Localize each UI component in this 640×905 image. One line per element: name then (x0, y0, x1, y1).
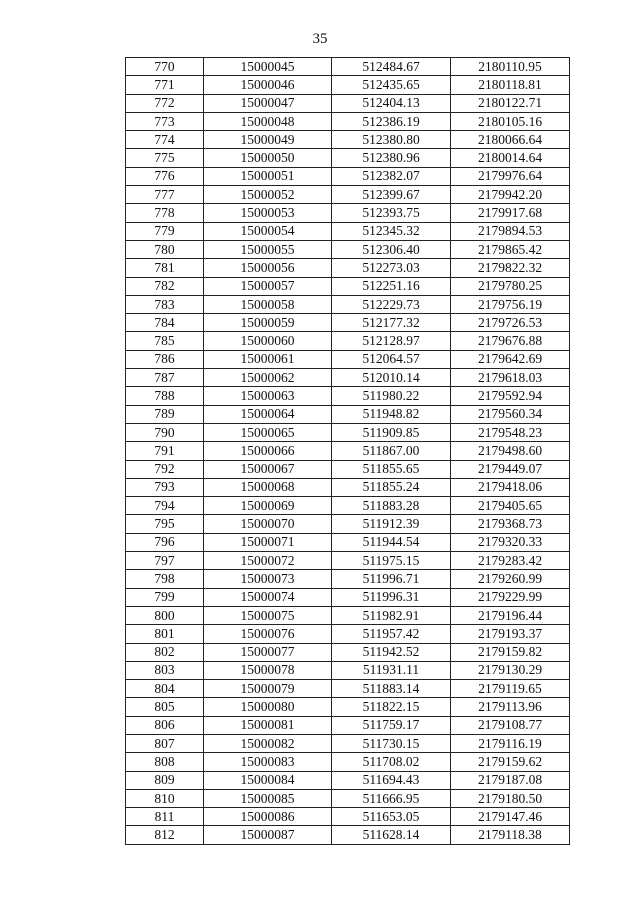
x-coordinate-cell: 511957.42 (332, 625, 451, 643)
point-id-cell: 15000082 (204, 734, 332, 752)
point-id-cell: 15000060 (204, 332, 332, 350)
y-coordinate-cell: 2179618.03 (451, 369, 570, 387)
x-coordinate-cell: 511855.65 (332, 460, 451, 478)
y-coordinate-cell: 2179560.34 (451, 405, 570, 423)
row-index-cell: 812 (126, 826, 204, 844)
point-id-cell: 15000080 (204, 698, 332, 716)
table-row (126, 387, 570, 405)
y-coordinate-cell: 2180066.64 (451, 131, 570, 149)
table-row (126, 204, 570, 222)
table-row (126, 826, 570, 844)
row-index-cell: 772 (126, 94, 204, 112)
point-id-cell: 15000058 (204, 295, 332, 313)
y-coordinate-cell: 2180122.71 (451, 94, 570, 112)
row-index-cell: 805 (126, 698, 204, 716)
table-body (126, 58, 570, 845)
row-index-cell: 779 (126, 222, 204, 240)
point-id-cell: 15000059 (204, 314, 332, 332)
y-coordinate-cell: 2179116.19 (451, 734, 570, 752)
table-row (126, 149, 570, 167)
y-coordinate-cell: 2179187.08 (451, 771, 570, 789)
y-coordinate-cell: 2179756.19 (451, 295, 570, 313)
y-coordinate-cell: 2179894.53 (451, 222, 570, 240)
row-index-cell: 799 (126, 588, 204, 606)
y-coordinate-cell: 2179180.50 (451, 789, 570, 807)
x-coordinate-cell: 511996.71 (332, 570, 451, 588)
point-id-cell: 15000062 (204, 369, 332, 387)
page-number: 35 (312, 31, 328, 47)
x-coordinate-cell: 511883.14 (332, 680, 451, 698)
row-index-cell: 780 (126, 240, 204, 258)
table-row (126, 58, 570, 76)
row-index-cell: 794 (126, 497, 204, 515)
x-coordinate-cell: 511628.14 (332, 826, 451, 844)
table-row (126, 808, 570, 826)
row-index-cell: 770 (126, 58, 204, 76)
row-index-cell: 806 (126, 716, 204, 734)
point-id-cell: 15000069 (204, 497, 332, 515)
table-row (126, 661, 570, 679)
point-id-cell: 15000057 (204, 277, 332, 295)
row-index-cell: 788 (126, 387, 204, 405)
y-coordinate-cell: 2180118.81 (451, 76, 570, 94)
y-coordinate-cell: 2179159.62 (451, 753, 570, 771)
x-coordinate-cell: 512177.32 (332, 314, 451, 332)
point-id-cell: 15000064 (204, 405, 332, 423)
y-coordinate-cell: 2179449.07 (451, 460, 570, 478)
row-index-cell: 783 (126, 295, 204, 313)
table-row (126, 350, 570, 368)
point-id-cell: 15000086 (204, 808, 332, 826)
x-coordinate-cell: 511931.11 (332, 661, 451, 679)
row-index-cell: 795 (126, 515, 204, 533)
y-coordinate-cell: 2179917.68 (451, 204, 570, 222)
point-id-cell: 15000048 (204, 112, 332, 130)
y-coordinate-cell: 2179320.33 (451, 533, 570, 551)
y-coordinate-cell: 2180105.16 (451, 112, 570, 130)
x-coordinate-cell: 511883.28 (332, 497, 451, 515)
table-row (126, 460, 570, 478)
table-row (126, 295, 570, 313)
point-id-cell: 15000051 (204, 167, 332, 185)
row-index-cell: 784 (126, 314, 204, 332)
point-id-cell: 15000076 (204, 625, 332, 643)
table-row (126, 588, 570, 606)
row-index-cell: 789 (126, 405, 204, 423)
y-coordinate-cell: 2179642.69 (451, 350, 570, 368)
row-index-cell: 800 (126, 606, 204, 624)
x-coordinate-cell: 511666.95 (332, 789, 451, 807)
x-coordinate-cell: 512404.13 (332, 94, 451, 112)
x-coordinate-cell: 511694.43 (332, 771, 451, 789)
row-index-cell: 810 (126, 789, 204, 807)
x-coordinate-cell: 511708.02 (332, 753, 451, 771)
table-row (126, 240, 570, 258)
row-index-cell: 786 (126, 350, 204, 368)
row-index-cell: 791 (126, 442, 204, 460)
x-coordinate-cell: 512382.07 (332, 167, 451, 185)
y-coordinate-cell: 2179976.64 (451, 167, 570, 185)
y-coordinate-cell: 2179260.99 (451, 570, 570, 588)
table-row (126, 698, 570, 716)
table-row (126, 533, 570, 551)
x-coordinate-cell: 511942.52 (332, 643, 451, 661)
x-coordinate-cell: 511912.39 (332, 515, 451, 533)
y-coordinate-cell: 2179592.94 (451, 387, 570, 405)
row-index-cell: 787 (126, 369, 204, 387)
x-coordinate-cell: 511996.31 (332, 588, 451, 606)
y-coordinate-cell: 2179196.44 (451, 606, 570, 624)
x-coordinate-cell: 512010.14 (332, 369, 451, 387)
table-row (126, 570, 570, 588)
y-coordinate-cell: 2179676.88 (451, 332, 570, 350)
x-coordinate-cell: 512229.73 (332, 295, 451, 313)
x-coordinate-cell: 511653.05 (332, 808, 451, 826)
row-index-cell: 781 (126, 259, 204, 277)
x-coordinate-cell: 511948.82 (332, 405, 451, 423)
point-id-cell: 15000053 (204, 204, 332, 222)
table-row (126, 753, 570, 771)
table-row (126, 76, 570, 94)
coordinates-table (125, 57, 570, 845)
y-coordinate-cell: 2179118.38 (451, 826, 570, 844)
table-row (126, 625, 570, 643)
y-coordinate-cell: 2180014.64 (451, 149, 570, 167)
row-index-cell: 785 (126, 332, 204, 350)
table-row (126, 442, 570, 460)
y-coordinate-cell: 2179193.37 (451, 625, 570, 643)
point-id-cell: 15000047 (204, 94, 332, 112)
row-index-cell: 811 (126, 808, 204, 826)
y-coordinate-cell: 2179108.77 (451, 716, 570, 734)
point-id-cell: 15000081 (204, 716, 332, 734)
table-row (126, 94, 570, 112)
y-coordinate-cell: 2179726.53 (451, 314, 570, 332)
table-row (126, 167, 570, 185)
table-row (126, 369, 570, 387)
x-coordinate-cell: 512380.80 (332, 131, 451, 149)
row-index-cell: 782 (126, 277, 204, 295)
x-coordinate-cell: 512386.19 (332, 112, 451, 130)
table-row (126, 478, 570, 496)
x-coordinate-cell: 512064.57 (332, 350, 451, 368)
y-coordinate-cell: 2180110.95 (451, 58, 570, 76)
x-coordinate-cell: 511980.22 (332, 387, 451, 405)
x-coordinate-cell: 512251.16 (332, 277, 451, 295)
point-id-cell: 15000045 (204, 58, 332, 76)
point-id-cell: 15000066 (204, 442, 332, 460)
table-row (126, 771, 570, 789)
x-coordinate-cell: 511759.17 (332, 716, 451, 734)
point-id-cell: 15000085 (204, 789, 332, 807)
x-coordinate-cell: 511975.15 (332, 552, 451, 570)
point-id-cell: 15000063 (204, 387, 332, 405)
point-id-cell: 15000079 (204, 680, 332, 698)
y-coordinate-cell: 2179822.32 (451, 259, 570, 277)
x-coordinate-cell: 511909.85 (332, 423, 451, 441)
point-id-cell: 15000070 (204, 515, 332, 533)
point-id-cell: 15000054 (204, 222, 332, 240)
y-coordinate-cell: 2179418.06 (451, 478, 570, 496)
row-index-cell: 801 (126, 625, 204, 643)
y-coordinate-cell: 2179283.42 (451, 552, 570, 570)
table-row (126, 643, 570, 661)
y-coordinate-cell: 2179130.29 (451, 661, 570, 679)
y-coordinate-cell: 2179405.65 (451, 497, 570, 515)
table-row (126, 186, 570, 204)
point-id-cell: 15000072 (204, 552, 332, 570)
row-index-cell: 807 (126, 734, 204, 752)
point-id-cell: 15000078 (204, 661, 332, 679)
y-coordinate-cell: 2179780.25 (451, 277, 570, 295)
row-index-cell: 798 (126, 570, 204, 588)
row-index-cell: 790 (126, 423, 204, 441)
point-id-cell: 15000065 (204, 423, 332, 441)
row-index-cell: 776 (126, 167, 204, 185)
row-index-cell: 797 (126, 552, 204, 570)
table-row (126, 222, 570, 240)
x-coordinate-cell: 511944.54 (332, 533, 451, 551)
row-index-cell: 796 (126, 533, 204, 551)
row-index-cell: 774 (126, 131, 204, 149)
x-coordinate-cell: 511730.15 (332, 734, 451, 752)
table-row (126, 789, 570, 807)
row-index-cell: 775 (126, 149, 204, 167)
x-coordinate-cell: 512380.96 (332, 149, 451, 167)
y-coordinate-cell: 2179147.46 (451, 808, 570, 826)
row-index-cell: 778 (126, 204, 204, 222)
x-coordinate-cell: 511822.15 (332, 698, 451, 716)
point-id-cell: 15000046 (204, 76, 332, 94)
point-id-cell: 15000083 (204, 753, 332, 771)
table-row (126, 314, 570, 332)
row-index-cell: 804 (126, 680, 204, 698)
table-row (126, 497, 570, 515)
table-row (126, 716, 570, 734)
y-coordinate-cell: 2179113.96 (451, 698, 570, 716)
table-row (126, 606, 570, 624)
x-coordinate-cell: 512435.65 (332, 76, 451, 94)
row-index-cell: 803 (126, 661, 204, 679)
y-coordinate-cell: 2179498.60 (451, 442, 570, 460)
table-row (126, 277, 570, 295)
x-coordinate-cell: 512484.67 (332, 58, 451, 76)
table-row (126, 680, 570, 698)
point-id-cell: 15000049 (204, 131, 332, 149)
y-coordinate-cell: 2179229.99 (451, 588, 570, 606)
table-row (126, 405, 570, 423)
y-coordinate-cell: 2179119.65 (451, 680, 570, 698)
table-row (126, 131, 570, 149)
table-row (126, 259, 570, 277)
row-index-cell: 771 (126, 76, 204, 94)
row-index-cell: 777 (126, 186, 204, 204)
row-index-cell: 773 (126, 112, 204, 130)
y-coordinate-cell: 2179865.42 (451, 240, 570, 258)
x-coordinate-cell: 512399.67 (332, 186, 451, 204)
table-row (126, 332, 570, 350)
point-id-cell: 15000056 (204, 259, 332, 277)
point-id-cell: 15000055 (204, 240, 332, 258)
y-coordinate-cell: 2179368.73 (451, 515, 570, 533)
point-id-cell: 15000074 (204, 588, 332, 606)
y-coordinate-cell: 2179159.82 (451, 643, 570, 661)
row-index-cell: 802 (126, 643, 204, 661)
x-coordinate-cell: 511982.91 (332, 606, 451, 624)
table-row (126, 734, 570, 752)
point-id-cell: 15000071 (204, 533, 332, 551)
x-coordinate-cell: 511855.24 (332, 478, 451, 496)
point-id-cell: 15000073 (204, 570, 332, 588)
table-row (126, 423, 570, 441)
table-row (126, 552, 570, 570)
point-id-cell: 15000061 (204, 350, 332, 368)
x-coordinate-cell: 512306.40 (332, 240, 451, 258)
point-id-cell: 15000067 (204, 460, 332, 478)
y-coordinate-cell: 2179942.20 (451, 186, 570, 204)
point-id-cell: 15000075 (204, 606, 332, 624)
x-coordinate-cell: 512345.32 (332, 222, 451, 240)
point-id-cell: 15000087 (204, 826, 332, 844)
table-row (126, 112, 570, 130)
point-id-cell: 15000084 (204, 771, 332, 789)
x-coordinate-cell: 512393.75 (332, 204, 451, 222)
point-id-cell: 15000050 (204, 149, 332, 167)
table-row (126, 515, 570, 533)
y-coordinate-cell: 2179548.23 (451, 423, 570, 441)
point-id-cell: 15000068 (204, 478, 332, 496)
row-index-cell: 808 (126, 753, 204, 771)
point-id-cell: 15000052 (204, 186, 332, 204)
row-index-cell: 793 (126, 478, 204, 496)
x-coordinate-cell: 511867.00 (332, 442, 451, 460)
row-index-cell: 792 (126, 460, 204, 478)
row-index-cell: 809 (126, 771, 204, 789)
x-coordinate-cell: 512128.97 (332, 332, 451, 350)
point-id-cell: 15000077 (204, 643, 332, 661)
x-coordinate-cell: 512273.03 (332, 259, 451, 277)
